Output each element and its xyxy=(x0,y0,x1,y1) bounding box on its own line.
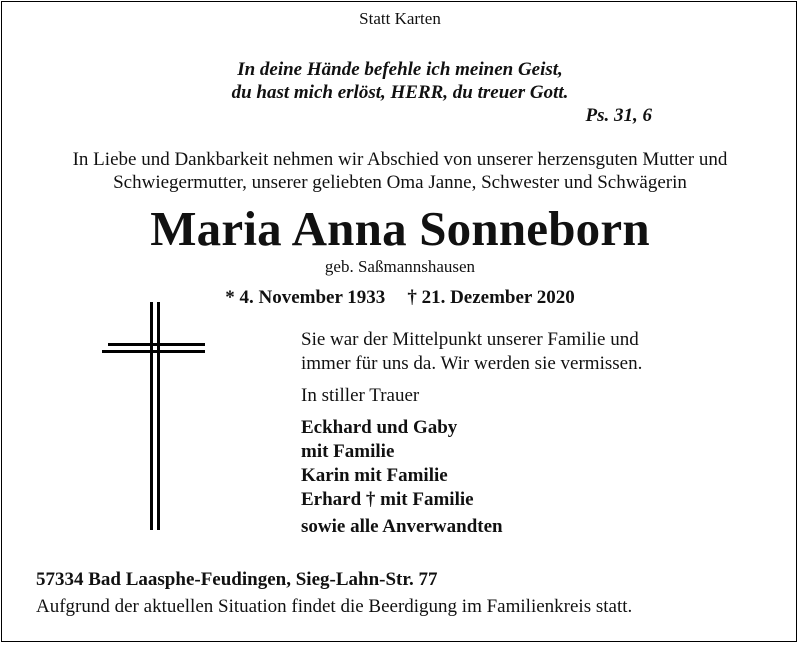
intro-line-2: Schwiegermutter, unserer geliebten Oma Janne, Schwester und Schwägerin xyxy=(113,172,687,193)
message-line-1: Sie war der Mittelpunkt unserer Familie und xyxy=(301,329,639,350)
signatory: mit Familie xyxy=(301,441,395,462)
deceased-name: Maria Anna Sonneborn xyxy=(150,201,650,256)
header-text: Statt Karten xyxy=(359,9,441,28)
signatory: sowie alle Anverwandten xyxy=(301,516,503,537)
intro-line-1: In Liebe und Dankbarkeit nehmen wir Abschied von unserer herzensguten Mutter und xyxy=(72,149,728,170)
cross-icon xyxy=(100,302,210,530)
signatory: Karin mit Familie xyxy=(301,465,448,486)
verse-reference: Ps. 31, 6 xyxy=(585,105,652,126)
mourning-phrase: In stiller Trauer xyxy=(301,385,420,406)
signatory: Erhard † mit Familie xyxy=(301,489,474,510)
verse-line-1: In deine Hände befehle ich meinen Geist, xyxy=(237,59,563,80)
message-line-2: immer für uns da. Wir werden sie vermissen. xyxy=(301,353,643,374)
verse-line-2: du hast mich erlöst, HERR, du treuer Gott. xyxy=(231,82,569,103)
maiden-name: geb. Saßmannshausen xyxy=(324,257,476,276)
signatory: Eckhard und Gaby xyxy=(301,417,458,438)
funeral-note: Aufgrund der aktuellen Situation findet die Beerdigung im Familienkreis statt. xyxy=(36,596,633,617)
family-address: 57334 Bad Laasphe-Feudingen, Sieg-Lahn-Str. 77 xyxy=(36,569,438,590)
birth-date: * 4. November 1933 xyxy=(225,287,386,308)
death-date: † 21. Dezember 2020 xyxy=(407,287,575,308)
